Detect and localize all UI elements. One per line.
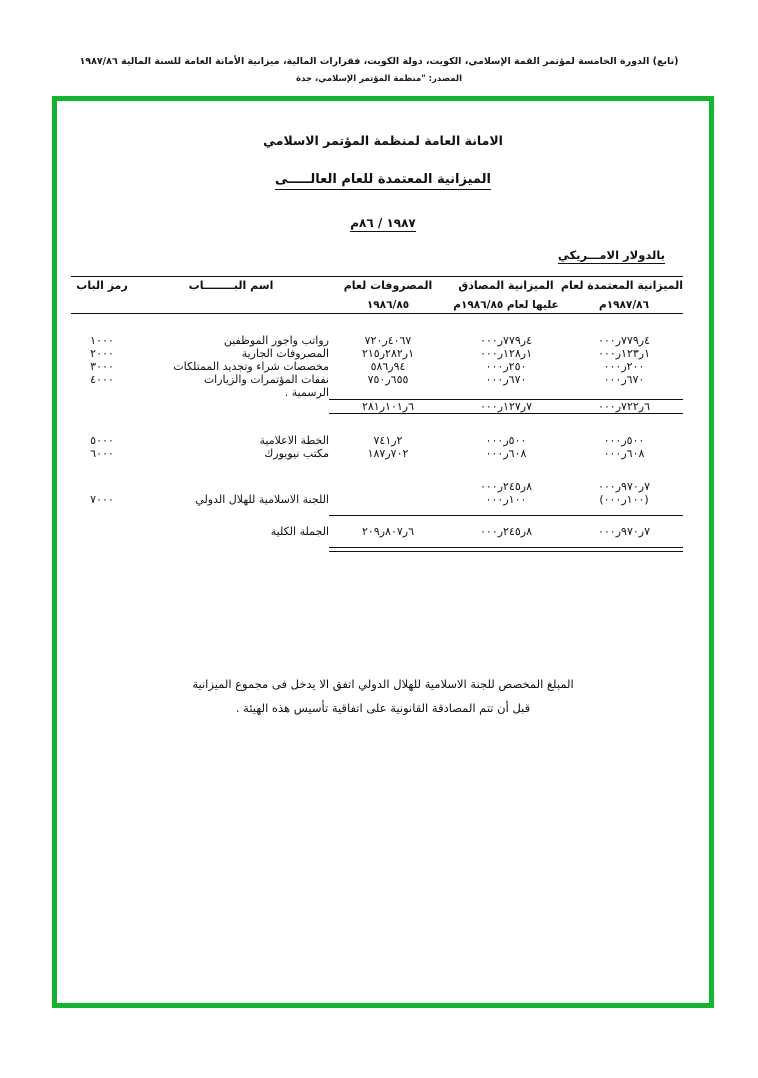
column-header-expenses-main: المصروفات لعام <box>343 279 433 292</box>
table-row <box>71 334 683 347</box>
footnote-line-1: المبلغ المخصص للجنة الاسلامية للهلال الدولي اتفق الا يدخل فى مجموع الميزانية <box>192 676 574 691</box>
cell-expenses <box>329 493 447 506</box>
cell-chapter-name: الرسمية . <box>284 386 329 400</box>
column-header-chapter-name <box>133 277 329 313</box>
section-spacer-2 <box>71 460 683 480</box>
cell-approved: ٦٠٨ر٠٠٠ <box>485 446 527 460</box>
cell-chapter-code <box>71 386 133 399</box>
cell-subtotal-name <box>133 400 329 414</box>
table-row <box>71 373 683 386</box>
grand-total-row <box>71 525 683 538</box>
cell-total-code <box>71 525 133 538</box>
column-header-chapter-code <box>71 277 133 313</box>
column-header-chapter-name-main: اسم البــــــــاب <box>188 279 274 292</box>
grand-total-double-rule <box>71 547 683 551</box>
cell-chapter-code: ٧٠٠٠ <box>90 492 114 506</box>
cell-adopted: ٦٠٨ر٠٠٠ <box>603 446 645 460</box>
organization-title: الامانة العامة لمنظمة المؤتمر الاسلامي <box>263 133 503 148</box>
subtotal-row <box>71 400 683 414</box>
cell-chapter-code: ٤٠٠٠ <box>90 373 114 387</box>
cell-adopted <box>565 386 683 399</box>
cell-chapter-code: ٢٠٠٠ <box>90 347 114 361</box>
table-row <box>71 480 683 493</box>
cell-chapter-name: نفقات المؤتمرات والزيارات <box>203 373 329 387</box>
column-header-approved-main: الميزانية المصادق <box>458 279 554 292</box>
column-header-adopted <box>560 277 683 313</box>
column-header-adopted-main: الميزانية المعتمدة لعام <box>560 279 683 292</box>
pre-total-spacer <box>71 506 683 516</box>
table-row <box>71 447 683 460</box>
cell-approved: ١ر١٢٨ر٠٠٠ <box>479 347 532 361</box>
source-line-primary: (تابع) الدورة الخامسة لمؤتمر القمة الإسلامي، الكويت، دولة الكويت، فقرارات المالية، ميزانية الأمانة العامة للسنة المالية ١٩٨٧/٨٦ <box>79 56 679 67</box>
column-header-chapter-code-main: رمز الباب <box>76 279 128 292</box>
table-row-continuation <box>71 386 683 399</box>
cell-adopted: ٢٠٠ر٠٠٠ <box>603 360 645 374</box>
cell-expenses: ١ر٢٨٢ر٢١٥ <box>361 347 414 361</box>
currency-note <box>83 248 683 264</box>
cell-approved: ٤ر٧٧٩ر٠٠٠ <box>479 334 532 348</box>
cell-adopted: (١٠٠ر٠٠٠) <box>599 492 649 506</box>
column-header-expenses <box>329 277 447 313</box>
table-header-row <box>71 277 683 313</box>
cell-approved: ١٠٠ر٠٠٠ <box>485 492 527 506</box>
cell-expenses: ٩٤ر٥٨٦ <box>370 360 406 374</box>
cell-chapter-name: مخصصات شراء وتجديد الممتلكات <box>173 360 329 374</box>
cell-approved <box>447 386 565 399</box>
cell-chapter-name: مكتب نيويورك <box>264 446 329 460</box>
currency-note-text: بالدولار الامـــريكي <box>557 248 665 262</box>
cell-subtotal-approved: ٧ر١٢٧ر٠٠٠ <box>479 399 532 413</box>
cell-approved: ٨ر٢٤٥ر٠٠٠ <box>479 479 532 493</box>
body-top-spacer <box>71 314 683 335</box>
cell-chapter-name: اللجنة الاسلامية للهلال الدولي <box>195 492 329 506</box>
cell-adopted: ٧ر٩٧٠ر٠٠٠ <box>597 479 650 493</box>
column-header-adopted-sub: ١٩٨٧/٨٦م <box>599 299 649 312</box>
cell-total-name: الجملة الكلية <box>270 524 329 538</box>
cell-expenses <box>329 480 447 493</box>
cell-chapter-code: ١٠٠٠ <box>90 334 114 348</box>
cell-chapter-name: المصروفات الجارية <box>241 347 329 361</box>
cell-adopted: ٦٧٠ر٠٠٠ <box>603 373 645 387</box>
source-line-secondary: المصدر: "منظمة المؤتمر الإسلامي، جدة <box>295 74 463 84</box>
column-header-approved-sub: عليها لعام ١٩٨٦/٨٥م <box>453 299 559 312</box>
section-spacer <box>71 414 683 434</box>
footnote-line-2: قبل أن تتم المصادقة القانونية على اتفاقية تأسيس هذه الهيئة . <box>235 700 531 715</box>
table-row <box>71 434 683 447</box>
cell-expenses: ٤٠٦٧ر٧٢٠ <box>364 334 412 348</box>
budget-sheet <box>57 101 709 1003</box>
cell-approved: ٢٥٠ر٠٠٠ <box>485 360 527 374</box>
table-row <box>71 347 683 360</box>
cell-adopted: ١ر١٢٣ر٠٠٠ <box>597 347 650 361</box>
budget-table-head <box>71 277 683 314</box>
cell-chapter-code: ٦٠٠٠ <box>90 446 114 460</box>
fiscal-year-label: ١٩٨٧ / ٨٦م <box>350 216 416 230</box>
cell-subtotal-adopted: ٦ر٧٢٢ر٠٠٠ <box>597 399 650 413</box>
footnote-block <box>83 672 683 720</box>
cell-approved: ٥٠٠ر٠٠٠ <box>485 433 527 447</box>
cell-total-approved: ٨ر٢٤٥ر٠٠٠ <box>479 524 532 538</box>
title-block <box>83 133 683 232</box>
cell-approved: ٦٧٠ر٠٠٠ <box>485 373 527 387</box>
cell-subtotal-expenses: ٦ر١٠١ر٢٨١ <box>361 399 414 413</box>
column-header-approved <box>447 277 565 313</box>
post-total-spacer <box>71 538 683 548</box>
green-page-frame <box>52 96 714 1008</box>
cell-chapter-code: ٣٠٠٠ <box>90 360 114 374</box>
budget-table <box>71 276 683 552</box>
cell-expenses: ٢ر٧٤١ <box>373 433 403 447</box>
cell-chapter-name: الخطة الاعلامية <box>259 433 329 447</box>
cell-chapter-name <box>133 480 329 493</box>
cell-adopted: ٥٠٠ر٠٠٠ <box>603 433 645 447</box>
cell-expenses: ٦٥٥ر٧٥٠ <box>367 373 409 387</box>
column-header-expenses-sub: ١٩٨٦/٨٥ <box>366 299 410 312</box>
cell-adopted: ٤ر٧٧٩ر٠٠٠ <box>597 334 650 348</box>
document-source-header <box>0 56 758 84</box>
cell-total-adopted: ٧ر٩٧٠ر٠٠٠ <box>597 524 650 538</box>
cell-expenses <box>329 386 447 399</box>
table-row <box>71 360 683 373</box>
cell-expenses: ٧٠٢ر١٨٧ <box>367 446 409 460</box>
cell-chapter-code <box>71 480 133 493</box>
total-gap <box>71 516 683 525</box>
cell-chapter-name: رواتب واجور الموظفين <box>223 334 329 348</box>
table-row <box>71 493 683 506</box>
cell-total-expenses: ٦ر٨٠٧ر٢٠٩ <box>361 524 414 538</box>
cell-subtotal-code <box>71 400 133 414</box>
budget-table-body <box>71 314 683 552</box>
document-title: الميزانية المعتمدة للعام العالـــــى <box>275 172 491 190</box>
cell-chapter-code: ٥٠٠٠ <box>90 433 114 447</box>
